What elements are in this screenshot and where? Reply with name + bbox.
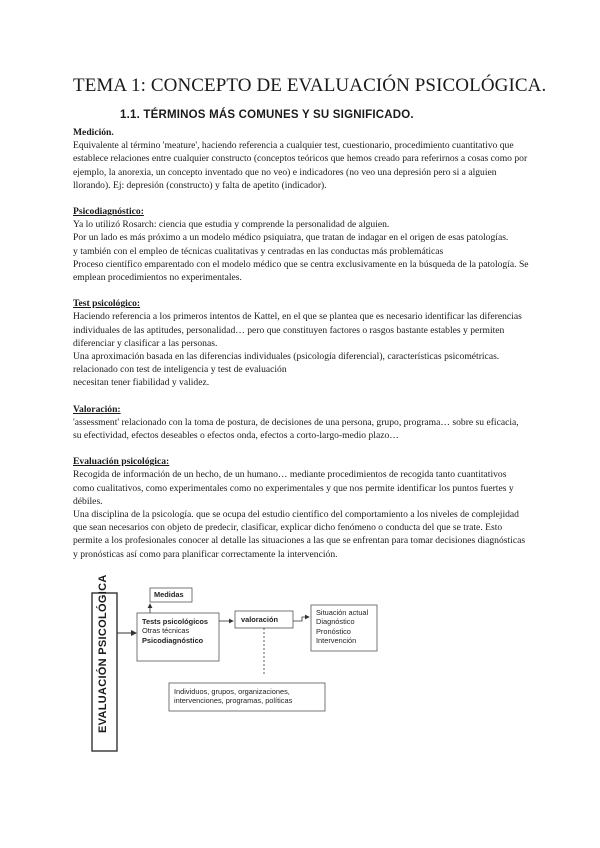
result-line: Diagnóstico <box>316 617 355 627</box>
paragraph: y también con el empleo de técnicas cualitativas y centradas en las conductas más problemáticas <box>73 245 444 257</box>
bottom-box-text: Individuos, grupos, organizaciones, intervenciones, programas, políticas <box>174 687 293 706</box>
center-box-text <box>142 617 208 645</box>
result-line: Intervención <box>316 636 357 646</box>
term-valoracion-text: 'assessment' relacionado con la toma de postura, de decisiones de una persona, grupo, programa… sobre su eficacia, su efectividad, efectos deseables o efectos onda, efectos a corto-largo-medio plazo… <box>73 416 519 442</box>
medidas-label: Medidas <box>154 590 184 599</box>
document-body <box>73 126 529 561</box>
vertical-label: EVALUACIÓN PSICOLÓGICA <box>97 574 109 733</box>
paragraph: Una disciplina de la psicología. que se ocupa del estudio científico del comportamiento a los niveles de complejidad que sean necesarios con objeto de predecir, clasificar, explicar dicho fenómeno o conducta del que se trate. Esto permite a los profesionales conocer al detalle las situaciones a las que se enfrentan para tomar decisiones diagnósticas y pronósticas así como para planificar correctamente la intervención. <box>73 509 526 560</box>
term-medicion-text: Equivalente al término 'meature', haciendo referencia a cualquier test, cuestionario, procedimiento cuantitativo que establece relaciones entre cualquier constructo (conceptos teóricos que hemos creado para referirnos a cosas como por ejemplo, la anorexia, un concepto inventado que no veo) e indicadores (no veo una depresión pero si a alguien llorando). Ej: depresión (constructo) y falta de apetito (indicador). <box>73 140 528 191</box>
term-medicion-heading: Medición. <box>73 127 114 138</box>
result-line: Pronóstico <box>316 626 351 636</box>
section-heading: 1.1. TÉRMINOS MÁS COMUNES Y SU SIGNIFICADO. <box>120 109 414 121</box>
paragraph: Por un lado es más próximo a un modelo médico psiquiatra, que tratan de indagar en el origen de esas patologías. <box>73 232 509 244</box>
center-line: Psicodiagnóstico <box>142 635 204 645</box>
center-line: Otras técnicas <box>142 626 190 636</box>
page-title: TEMA 1: CONCEPTO DE EVALUACIÓN PSICOLÓGICA. <box>73 75 547 96</box>
paragraph: Haciendo referencia a los primeros intentos de Kattel, en el que se plantea que es necesario identificar las diferencias individuales de las aptitudes, personalidad… pero que constituyen factores o rasgos bastante estables y permiten diferenciar y clasificar a las personas. <box>73 311 522 349</box>
term-test-heading: Test psicológico: <box>73 298 141 310</box>
paragraph: necesitan tener fiabilidad y validez. <box>73 377 210 389</box>
paragraph: Proceso científico emparentado con el modelo médico que se centra exclusivamente en la búsqueda de la patología. Se emplean procedimientos no experimentales. <box>73 258 529 284</box>
term-psicodiagnostico-heading: Psicodiagnóstico: <box>73 206 144 218</box>
center-line: Tests psicológicos <box>142 617 208 626</box>
paragraph: Recogida de información de un hecho, de un humano… mediante procedimientos de recogida tanto cuantitativos como cualitativos, como experimentales como no experimentales y que nos permite identificar los puntos fuertes y débiles. <box>73 469 514 507</box>
results-box-text <box>316 608 368 646</box>
paragraph: Una aproximación basada en las diferencias individuales (psicología diferencial), características psicométricas. relacionado con test de inteligencia y test de evaluación <box>73 351 500 376</box>
concept-diagram <box>87 574 397 753</box>
term-valoracion-heading: Valoración: <box>73 403 121 415</box>
result-line: Situación actual <box>316 608 369 617</box>
paragraph: Ya lo utilizó Rosarch: ciencia que estudia y comprende la personalidad de alguien. <box>73 219 390 231</box>
term-evaluacion-heading: Evaluación psicológica: <box>73 456 170 468</box>
valoracion-label: valoración <box>241 615 278 624</box>
